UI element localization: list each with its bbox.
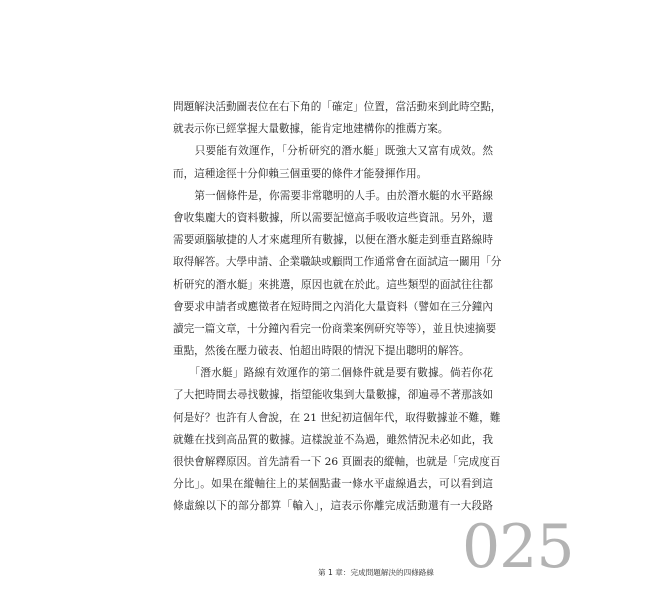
- text-line: 需要頭腦敏捷的人才來處理所有數據，以便在潛水艇走到垂直路線時: [173, 234, 493, 247]
- text-line: 取得解答。大學申請、企業職缺或顧問工作通常會在面試這一關用「分: [173, 256, 502, 269]
- text-line: 會要求申請者或應徵者在短時間之內消化大量資料（譬如在三分鐘內: [173, 300, 493, 313]
- text-line: 重點，然後在壓力破表、怕超出時限的情況下提出聰明的解答。: [173, 345, 470, 358]
- text-line: 條虛線以下的部分都算「輸入」，這表示你離完成活動還有一大段路: [173, 500, 493, 513]
- text-line: 「潛水艇」路線有效運作的第二個條件就是要有數據。倘若你花: [173, 367, 493, 380]
- text-line: 讀完一篇文章，十分鐘內看完一份商業案例研究等等），並且快速摘要: [173, 322, 497, 335]
- text-line: 了大把時間去尋找數據，指望能收集到大量數據，卻遍尋不著那該如: [173, 389, 493, 402]
- text-line: 只要能有效運作，「分析研究的潛水艇」既強大又富有成效。然: [173, 145, 493, 158]
- text-line: 就難在找到高品質的數據。這樣說並不為過，雖然情況未必如此，我: [173, 433, 493, 446]
- text-line: 分比」。如果在縱軸往上的某個點畫一條水平虛線過去，可以看到這: [173, 478, 493, 491]
- text-line: 會收集龐大的資料數據，所以需要記憶高手吸收這些資訊。另外，還: [173, 211, 493, 224]
- text-line: 很快會解釋原因。首先請看一下 26 頁圖表的縱軸，也就是「完成度百: [173, 456, 501, 468]
- text-line: 就表示你已經掌握大量數據，能肯定地建構你的推薦方案。: [173, 123, 449, 136]
- text-line: 析研究的潛水艇」來挑選，原因也就在於此。這些類型的面試往往都: [173, 278, 493, 291]
- text-line: 何是好？也許有人會說，在 21 世紀初這個年代，取得數據並不難，難: [173, 411, 501, 424]
- body-text: [173, 96, 502, 518]
- text-line: 第一個條件是，你需要非常聰明的人手。由於潛水艇的水平路線: [173, 189, 493, 202]
- text-line: 而，這種途徑十分仰賴三個重要的條件才能發揮作用。: [173, 167, 428, 180]
- chapter-footer: 第 1 章：完成問題解決的四條路線: [318, 568, 434, 577]
- page-number: 025: [462, 512, 574, 582]
- text-line: 問題解決活動圖表位在右下角的「確定」位置，當活動來到此時空點，: [173, 101, 502, 113]
